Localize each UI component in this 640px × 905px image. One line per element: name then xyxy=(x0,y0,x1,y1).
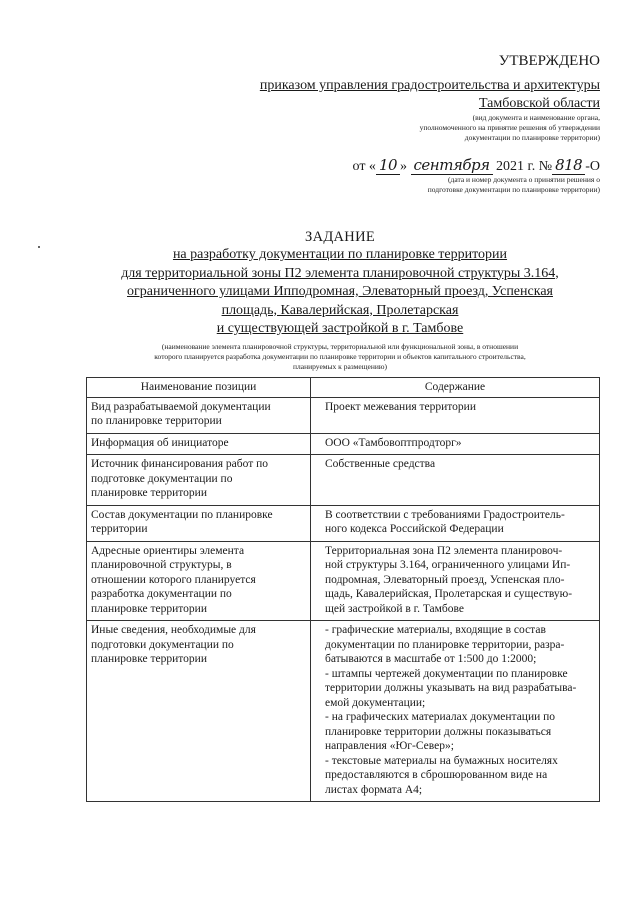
table-row xyxy=(87,397,600,433)
content-line: щадь, Кавалерийская, Пролетарская и существую- xyxy=(325,588,573,600)
content-line: Проект межевания территории xyxy=(325,400,476,413)
content-line: ного кодекса Российской Федерации xyxy=(325,523,504,535)
position-name-line: отношении которого планируется xyxy=(91,573,256,586)
content-line: направления «Юг-Север»; xyxy=(325,740,454,752)
approval-note-line3: документации по планировке территории) xyxy=(464,133,600,142)
order-note-line2: подготовке документации по планировке территории) xyxy=(427,185,600,194)
task-heading: ЗАДАНИЕ xyxy=(305,229,375,245)
content-cell xyxy=(311,397,600,433)
content-line: Территориальная зона П2 элемента планировоч- xyxy=(325,544,563,557)
position-name-line: подготовке документации по xyxy=(91,472,233,485)
order-day: 10 xyxy=(376,156,400,175)
approval-note-line1: (вид документа и наименование органа, xyxy=(472,113,600,122)
task-note-line1: (наименование элемента планировочной структуры, территориальной или функциональной зоны, в отношении xyxy=(161,341,519,351)
position-name-line: подготовки документации по xyxy=(91,638,234,651)
position-name-cell xyxy=(87,505,311,541)
order-note-line1: (дата и номер документа о принятии решения о xyxy=(448,175,600,184)
task-note-line2: которого планируется разработка документации по планировке территории и объектов капитального строительства, xyxy=(154,351,526,361)
approval-block xyxy=(200,52,600,143)
scan-mark xyxy=(38,246,40,248)
table-row xyxy=(87,621,600,802)
content-line: листах формата А4; xyxy=(325,783,423,796)
content-line: В соответствии с требованиями Градостроитель- xyxy=(325,508,565,521)
position-name-line: Иные сведения, необходимые для xyxy=(91,624,256,636)
position-name-line: по планировке территории xyxy=(91,415,222,427)
position-name-line: планировке территории xyxy=(91,602,207,615)
content-cell xyxy=(311,505,600,541)
content-cell xyxy=(311,455,600,506)
approval-authority-line1: приказом управления градостроительства и архитектуры xyxy=(259,78,600,93)
content-line: предоставляются в сброшюрованном виде на xyxy=(325,769,548,781)
content-cell xyxy=(311,433,600,455)
content-cell xyxy=(311,541,600,621)
content-line: Собственные средства xyxy=(325,458,436,470)
position-name-line: Состав документации по планировке xyxy=(91,508,273,521)
position-name-cell xyxy=(87,541,311,621)
content-line: щей застройкой в г. Тамбове xyxy=(325,602,465,615)
approval-title: УТВЕРЖДЕНО xyxy=(498,53,600,69)
task-title-line: ограниченного улицами Ипподромная, Элеваторный проезд, Успенская xyxy=(127,284,553,299)
task-title-line: на разработку документации по планировке территории xyxy=(172,247,508,262)
content-line: - текстовые материалы на бумажных носителях xyxy=(325,754,558,767)
position-name-cell xyxy=(87,433,311,455)
column-header-content: Содержание xyxy=(311,378,600,398)
table-row xyxy=(87,541,600,621)
table-body xyxy=(87,397,600,802)
position-name-cell xyxy=(87,397,311,433)
approval-note-line2: уполномоченного на принятие решения об утверждении xyxy=(419,123,600,132)
content-line: подромная, Элеваторный проезд, Успенская пло- xyxy=(325,573,565,586)
position-name-line: Информация об инициаторе xyxy=(91,436,229,449)
table-row xyxy=(87,505,600,541)
task-note xyxy=(80,342,600,372)
order-prefix: от « xyxy=(352,159,376,174)
order-month: сентября xyxy=(411,156,493,175)
order-mid: » xyxy=(400,159,408,174)
table-row xyxy=(87,433,600,455)
position-name-line: территории xyxy=(91,523,148,535)
task-note-line3: планируемых к размещению) xyxy=(293,361,387,371)
order-number: 818 xyxy=(552,156,585,175)
content-line: ООО «Тамбовоптпродторг» xyxy=(325,436,462,449)
task-title-line: и существующей застройкой в г. Тамбове xyxy=(216,321,464,336)
content-line: - графические материалы, входящие в состав xyxy=(325,624,546,636)
task-title-line: площадь, Кавалерийская, Пролетарская xyxy=(221,302,459,318)
content-line: - штампы чертежей документации по планировке xyxy=(325,667,568,680)
order-year: 2021 г. № xyxy=(496,159,553,174)
column-header-name: Наименование позиции xyxy=(87,378,311,398)
position-name-line: планировке территории xyxy=(91,653,207,665)
task-title-line: для территориальной зоны П2 элемента планировочной структуры 3.164, xyxy=(121,265,559,281)
content-line: батываются в масштабе от 1:500 до 1:2000; xyxy=(325,653,537,665)
content-line: территории должны указывать на вид разрабатыва- xyxy=(325,682,577,694)
content-line: - на графических материалах документации по xyxy=(325,711,556,723)
position-name-line: разработка документации по xyxy=(91,588,232,600)
position-name-line: Вид разрабатываемой документации xyxy=(91,400,271,413)
content-line: ной структуры 3.164, ограниченного улицами Ип- xyxy=(325,559,571,571)
requirements-table xyxy=(86,377,600,802)
order-note xyxy=(300,175,600,195)
content-line: документации по планировке территории, разра- xyxy=(325,638,565,651)
order-suffix: -О xyxy=(585,159,600,174)
approval-authority-line2: Тамбовской области xyxy=(478,96,600,111)
order-date-number xyxy=(290,156,600,176)
position-name-line: планировке территории xyxy=(91,487,207,499)
table-header-row xyxy=(87,378,600,398)
content-line: планировке территории должны показываться xyxy=(325,725,552,738)
content-line: емой документации; xyxy=(325,696,426,709)
table-row xyxy=(87,455,600,506)
task-block xyxy=(80,228,600,372)
position-name-cell xyxy=(87,621,311,802)
position-name-line: планировочной структуры, в xyxy=(91,559,232,571)
content-cell xyxy=(311,621,600,802)
position-name-cell xyxy=(87,455,311,506)
position-name-line: Источник финансирования работ по xyxy=(91,458,269,470)
position-name-line: Адресные ориентиры элемента xyxy=(91,544,245,557)
